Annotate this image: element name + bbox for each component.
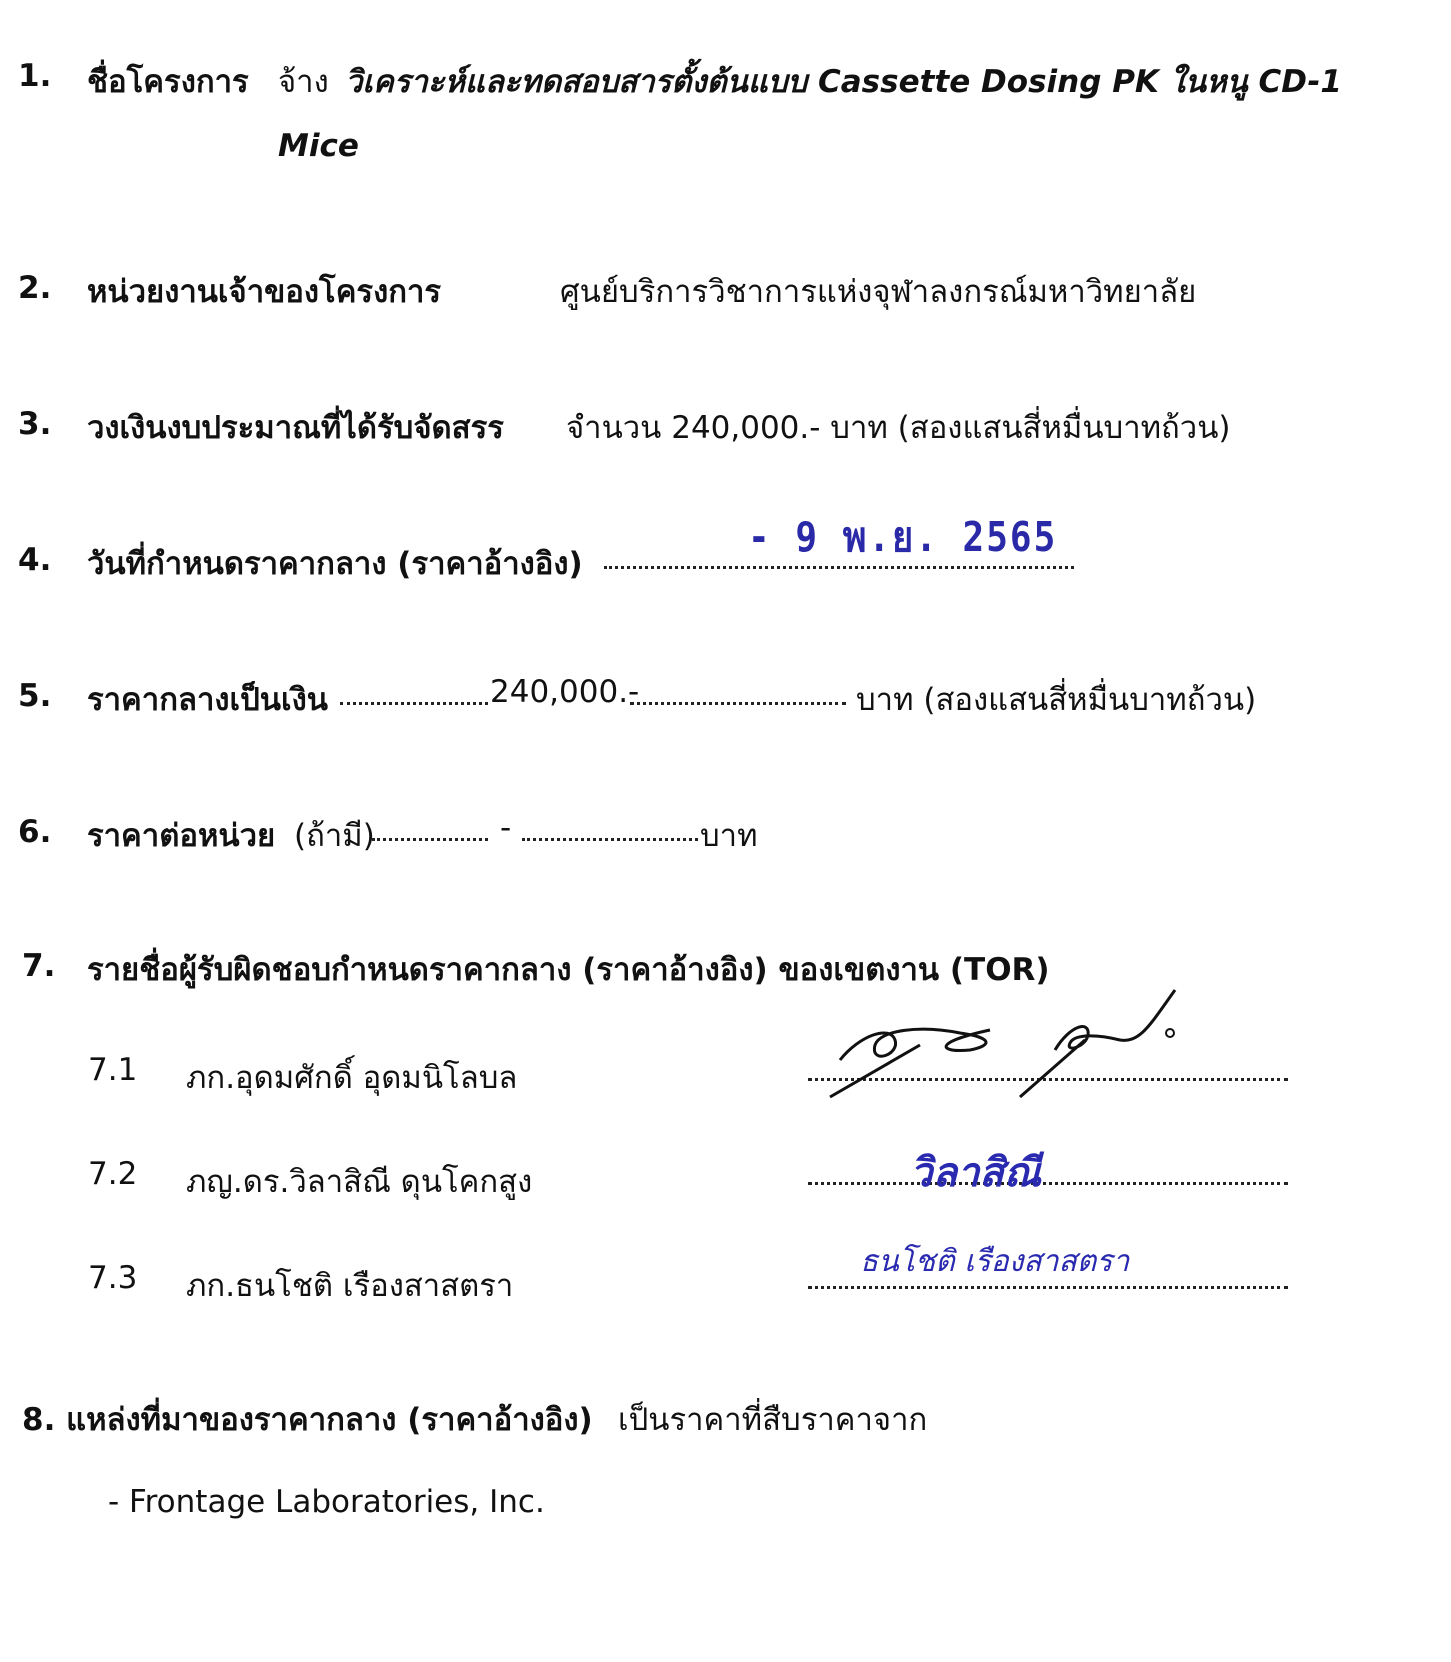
item-6-dash: - bbox=[500, 810, 512, 846]
item-5-dots-right bbox=[630, 698, 846, 705]
item-1-number: 1. bbox=[18, 58, 52, 94]
project-title-line2: Mice bbox=[278, 128, 359, 164]
item-5-suffix: บาท (สองแสนสี่หมื่นบาทถ้วน) bbox=[856, 682, 1257, 718]
item-6-number: 6. bbox=[18, 814, 52, 850]
project-title-line1: วิเคราะห์และทดสอบสารตั้งต้นแบบ Cassette Dosing PK ในหนู CD-1 bbox=[345, 64, 1342, 100]
item-6-dots-left bbox=[372, 834, 488, 841]
member-7-1-number: 7.1 bbox=[88, 1052, 138, 1088]
member-7-2-number: 7.2 bbox=[88, 1156, 138, 1192]
item-7-label: รายชื่อผู้รับผิดชอบกำหนดราคากลาง (ราคาอ้างอิง) ของเขตงาน (TOR) bbox=[87, 952, 1050, 988]
item-8-suffix: เป็นราคาที่สืบราคาจาก bbox=[618, 1402, 928, 1438]
item-3-number: 3. bbox=[18, 406, 52, 442]
item-2-label: หน่วยงานเจ้าของโครงการ bbox=[87, 274, 442, 310]
member-7-3-number: 7.3 bbox=[88, 1260, 138, 1296]
item-8-label: 8. แหล่งที่มาของราคากลาง (ราคาอ้างอิง) bbox=[22, 1402, 593, 1438]
member-7-2-name: ภญ.ดร.วิลาสิณี ดุนโคกสูง bbox=[186, 1164, 533, 1200]
item-7-number: 7. bbox=[22, 948, 56, 984]
member-7-1-name: ภก.อุดมศักดิ์ อุดมนิโลบล bbox=[186, 1060, 518, 1096]
item-3-label: วงเงินงบประมาณที่ได้รับจัดสรร bbox=[87, 410, 504, 446]
price-source: - Frontage Laboratories, Inc. bbox=[108, 1484, 545, 1520]
item-5-dots-left bbox=[340, 698, 488, 705]
item-4-label: วันที่กำหนดราคากลาง (ราคาอ้างอิง) bbox=[87, 546, 583, 582]
signature-1-image bbox=[820, 985, 1200, 1105]
item-2-value: ศูนย์บริการวิชาการแห่งจุฬาลงกรณ์มหาวิทยาลัย bbox=[560, 274, 1197, 310]
item-2-number: 2. bbox=[18, 270, 52, 306]
item-3-value: จำนวน 240,000.- บาท (สองแสนสี่หมื่นบาทถ้วน) bbox=[566, 410, 1231, 446]
item-4-number: 4. bbox=[18, 542, 52, 578]
item-1-prefix: จ้าง bbox=[278, 64, 329, 100]
item-5-label: ราคากลางเป็นเงิน bbox=[87, 682, 328, 718]
item-1-label: ชื่อโครงการ bbox=[87, 64, 249, 100]
item-5-amount: 240,000.- bbox=[490, 674, 640, 710]
member-7-3-name: ภก.ธนโชติ เรืองสาสตรา bbox=[186, 1268, 514, 1304]
item-6-label-paren: (ถ้ามี) bbox=[294, 818, 375, 854]
item-5-number: 5. bbox=[18, 678, 52, 714]
item-6-dots-right bbox=[522, 834, 698, 841]
item-6-unit: บาท bbox=[700, 818, 758, 854]
signature-3-image: ธนโชติ เรืองสาสตรา bbox=[860, 1244, 1130, 1279]
date-stamp: - 9 พ.ย. 2565 bbox=[748, 514, 1058, 562]
item-6-label: ราคาต่อหน่วย bbox=[87, 818, 276, 854]
signature-2-image: วิลาสิณี bbox=[910, 1150, 1041, 1196]
signature-line-2 bbox=[808, 1178, 1288, 1185]
